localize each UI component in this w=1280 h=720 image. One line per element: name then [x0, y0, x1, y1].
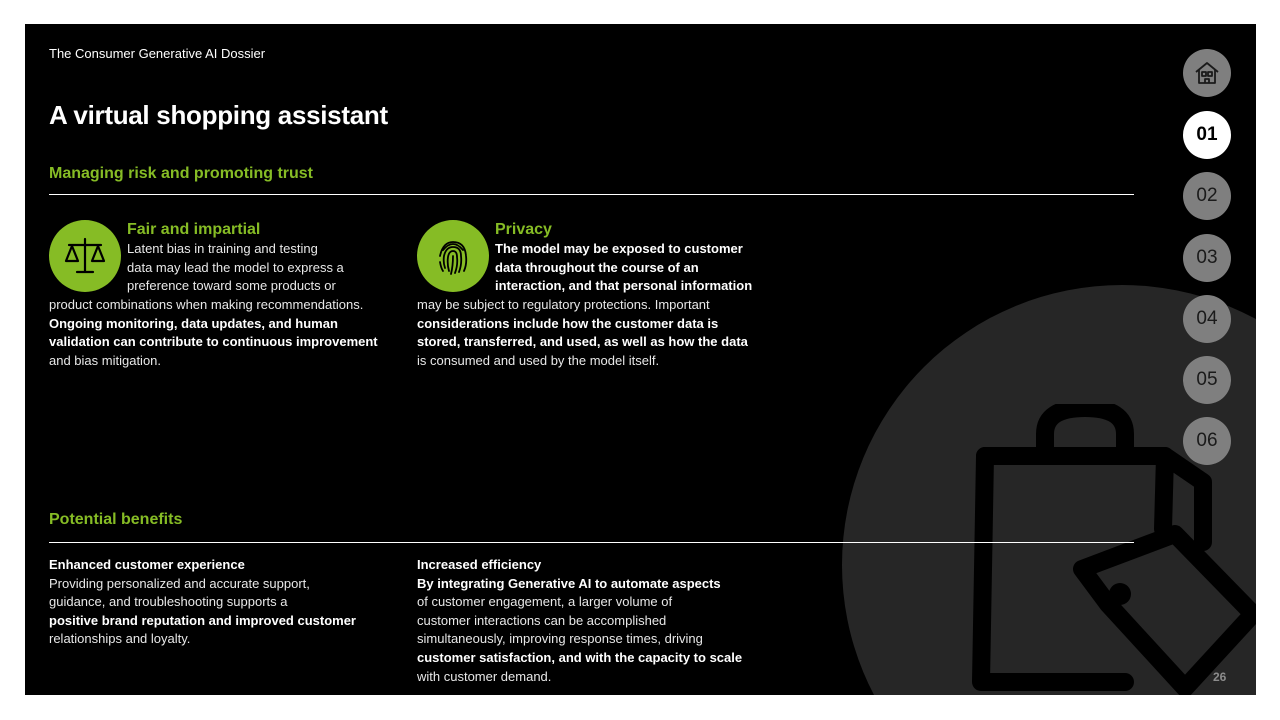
experience-title: Enhanced customer experience	[49, 557, 245, 572]
efficiency-block	[417, 556, 747, 686]
fair-text-line: product combinations when making recommendations.	[49, 297, 364, 312]
benefits-divider	[49, 542, 1134, 543]
experience-block	[49, 556, 369, 649]
home-button[interactable]	[1183, 49, 1231, 97]
nav-item-02[interactable]: 02	[1183, 172, 1231, 220]
home-icon	[1193, 59, 1221, 87]
privacy-text: may be subject to regulatory protections. Important	[417, 297, 710, 312]
nav-item-05[interactable]: 05	[1183, 356, 1231, 404]
privacy-block	[417, 220, 762, 370]
efficiency-tail-text: with customer demand.	[417, 668, 552, 684]
experience-tail-text: relationships and loyalty.	[49, 631, 191, 647]
experience-highlight-text: positive brand reputation and improved customer	[49, 612, 356, 628]
privacy-tail-text: is consumed and used by the model itself.	[417, 352, 660, 368]
page-title: A virtual shopping assistant	[49, 100, 388, 130]
efficiency-highlight-text: By integrating Generative AI to automate aspects	[417, 575, 721, 591]
efficiency-title: Increased efficiency	[417, 557, 542, 572]
privacy-title: Privacy	[495, 221, 552, 238]
fair-impartial-title: Fair and impartial	[127, 221, 261, 238]
privacy-highlight-text: The model may be exposed to customer data throughout the course of an interaction, and that personal information	[495, 241, 753, 294]
efficiency-text: of customer engagement, a larger volume of customer interactions can be accomplished simultaneously, improving response times, driving	[417, 594, 703, 647]
fair-highlight-text: Ongoing monitoring, data updates, and human validation can contribute to continuous improvement	[49, 315, 378, 350]
risk-section-heading: Managing risk and promoting trust	[49, 165, 314, 182]
nav-item-04[interactable]: 04	[1183, 295, 1231, 343]
privacy-highlight-text-2: considerations include how the customer data is stored, transferred, and used, as well as how the data	[417, 315, 748, 350]
fair-tail-text: and bias mitigation.	[49, 352, 162, 368]
benefits-section-heading: Potential benefits	[49, 511, 183, 528]
experience-text: Providing personalized and accurate support, guidance, and troubleshooting supports a	[49, 575, 310, 610]
efficiency-highlight-text-2: customer satisfaction, and with the capacity to scale	[417, 649, 743, 665]
fair-text-line: Latent bias in training and testing	[127, 241, 318, 256]
nav-item-03[interactable]: 03	[1183, 234, 1231, 282]
nav-item-01[interactable]: 01	[1183, 111, 1231, 159]
fair-text-line: preference toward some products or	[127, 278, 336, 294]
page-number: 26	[1213, 670, 1227, 684]
slide	[25, 24, 1256, 695]
nav-item-06[interactable]: 06	[1183, 417, 1231, 465]
risk-divider	[49, 194, 1134, 195]
fair-text-line: data may lead the model to express a	[127, 259, 344, 275]
balance-scale-icon	[49, 220, 121, 292]
dossier-label: The Consumer Generative AI Dossier	[49, 46, 266, 61]
fair-impartial-block	[49, 220, 399, 370]
fingerprint-icon	[417, 220, 489, 292]
